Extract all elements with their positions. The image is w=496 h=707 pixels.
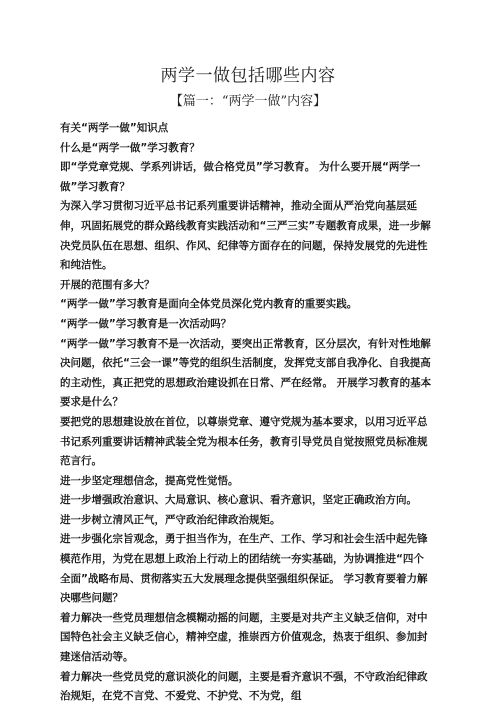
paragraph: 着力解决一些党员理想信念模糊动摇的问题，主要是对共产主义缺乏信仰，对中国特色社会主义缺乏信心，精神空虚，推崇西方价值观念，热衷于组织、参加封建迷信活动等。 <box>60 611 428 664</box>
paragraph: 着力解决一些党员党的意识淡化的问题，主要是看齐意识不强，不守政治纪律政治规矩，在党不言党、不爱党、不护党、不为党，组 <box>60 670 428 703</box>
paragraph: 为深入学习贯彻习近平总书记系列重要讲话精神，推动全面从严治党向基层延伸，巩固拓展党的群众路线教育实践活动和“三严三实”专题教育成果，进一步解决党员队伍在思想、组织、作风、纪律等方面存在的问题，保持发展党的先进性和纯洁性。 <box>60 200 431 272</box>
paragraph: 进一步强化宗旨观念，勇于担当作为，在生产、工作、学习和社会生活中起先锋模范作用，为党在思想上政治上行动上的团结统一夯实基础，为协调推进“四个全面”战略布局、贯彻落实五大发展理念提供坚强组织保证。 学习教育要着力解决哪些问题？ <box>60 533 428 605</box>
paragraph: “两学一做”学习教育是面向全体党员深化党内教育的重要实践。 <box>60 298 358 311</box>
paragraph: 要把党的思想建设放在首位，以尊崇党章、遵守党规为基本要求，以用习近平总书记系列重要讲话精神武装全党为根本任务，教育引导党员自觉按照党员标准规范言行。 <box>60 415 428 468</box>
document-subtitle: 【篇一：“两学一做”内容】 <box>169 94 327 109</box>
paragraph: 什么是“两学一做”学习教育？ <box>60 141 200 154</box>
document-body <box>60 119 432 707</box>
paragraph: “两学一做”学习教育是一次活动吗？ <box>60 317 232 330</box>
paragraph: 进一步坚定理想信念，提高党性觉悟。 <box>60 474 239 487</box>
paragraph: 进一步树立清风正气，严守政治纪律政治规矩。 <box>60 513 281 526</box>
document-title: 两学一做包括哪些内容 <box>160 66 336 86</box>
paragraph: 开展的范围有多大？ <box>60 278 155 291</box>
paragraph: 有关“两学一做”知识点 <box>60 122 169 134</box>
paragraph: 进一步增强政治意识、大局意识、核心意识、看齐意识，坚定正确政治方向。 <box>60 494 417 507</box>
paragraph: 即“学党章党规、学系列讲话，做合格党员”学习教育。 为什么要开展“两学一做”学习教育？ <box>60 161 421 193</box>
paragraph: “两学一做”学习教育不是一次活动，要突出正常教育，区分层次，有针对性地解决问题，依托“三会一课”等党的组织生活制度，发挥党支部自我净化、自我提高的主动性，真正把党的思想政治建设抓在日常、严在经常。 开展学习教育的基本要求是什么？ <box>60 337 432 409</box>
